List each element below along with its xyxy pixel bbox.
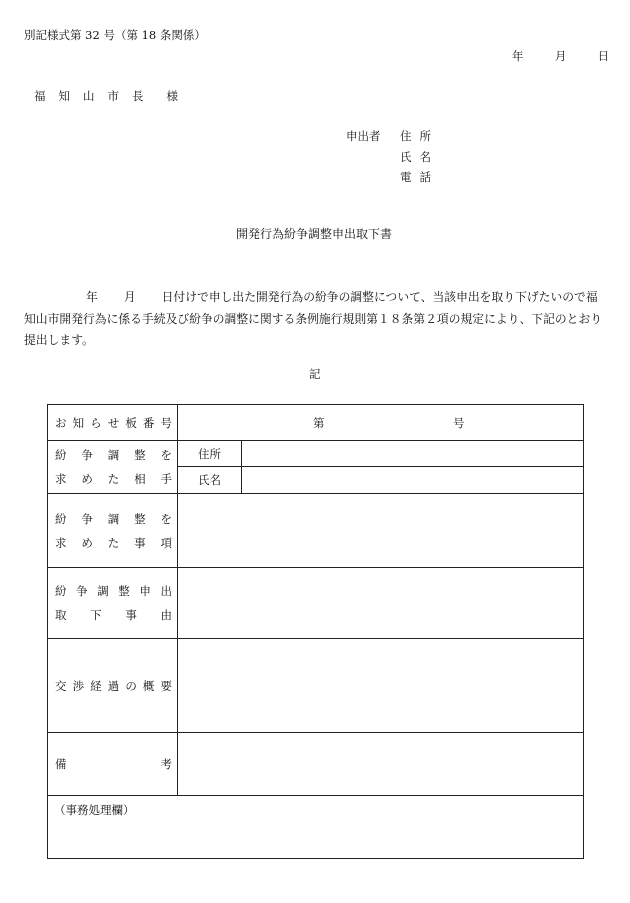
addressee: [34, 88, 178, 104]
office-use-cell[interactable]: [48, 796, 584, 859]
remarks-label-cell: [48, 733, 178, 796]
remarks-field[interactable]: [178, 733, 584, 796]
matter-field[interactable]: [178, 494, 584, 568]
withdraw-reason-field[interactable]: [178, 568, 584, 639]
body-paragraph: 日付けで申し出た開発行為の紛争の調整について、当該申出を取り下げたいので福知山市開発行為に係る手続及び紛争の調整に関する条例施行規則第１８条第２項の規定により、下記のとおり提出します。: [24, 290, 603, 347]
applicant-name-label: 氏名: [400, 149, 439, 164]
negotiation-label: 交 渉 経 過 の 概 要: [55, 678, 172, 693]
body-year: 年: [86, 290, 98, 304]
party-label-cell: [48, 441, 178, 494]
date-month: 月: [554, 49, 567, 63]
ki-label: 記: [309, 367, 321, 381]
party-name-field[interactable]: [242, 467, 584, 494]
withdraw-reason-label-cell: [48, 568, 178, 639]
applicant-label: 申出者: [346, 129, 381, 143]
date-day: 日: [597, 49, 610, 63]
document-title: 開発行為紛争調整申出取下書: [236, 227, 393, 241]
form-number: 別記様式第 32 号（第 18 条関係）: [24, 28, 206, 42]
notice-board-label: お 知 ら せ 板 番 号: [55, 415, 172, 430]
number-suffix: 号: [453, 415, 465, 430]
number-prefix: 第: [313, 415, 325, 430]
matter-label-cell: [48, 494, 178, 568]
negotiation-label-cell: [48, 639, 178, 733]
applicant-phone-label: 電話: [400, 170, 439, 184]
addressee-suffix: 様: [166, 89, 178, 103]
body-month: 月: [123, 290, 136, 304]
withdraw-reason-line2: 取 下 事 由: [55, 608, 172, 622]
date-year: 年: [512, 49, 524, 63]
form-table: [47, 404, 584, 859]
party-address-label: 住所: [178, 441, 242, 467]
party-address-field[interactable]: [242, 441, 584, 467]
notice-board-label-cell: [48, 405, 178, 441]
applicant-address-label: 住所: [400, 129, 439, 143]
party-name-label: 氏名: [178, 467, 242, 494]
body-text: [24, 287, 608, 352]
date-line: [512, 48, 609, 64]
remarks-label: 備 考: [55, 757, 172, 771]
withdraw-reason-line1: 紛 争 調 整 申 出: [55, 584, 172, 598]
office-use-label: （事務処理欄）: [54, 803, 135, 817]
applicant-block: [346, 126, 440, 188]
party-label-line2: 求 め た 相 手: [55, 472, 172, 486]
notice-board-number-cell[interactable]: [178, 405, 584, 441]
negotiation-field[interactable]: [178, 639, 584, 733]
matter-label-line2: 求 め た 事 項: [55, 535, 172, 550]
party-label-line1: 紛 争 調 整 を: [55, 448, 172, 462]
addressee-name: 福知山市長: [34, 89, 157, 103]
matter-label-line1: 紛 争 調 整 を: [55, 511, 172, 526]
